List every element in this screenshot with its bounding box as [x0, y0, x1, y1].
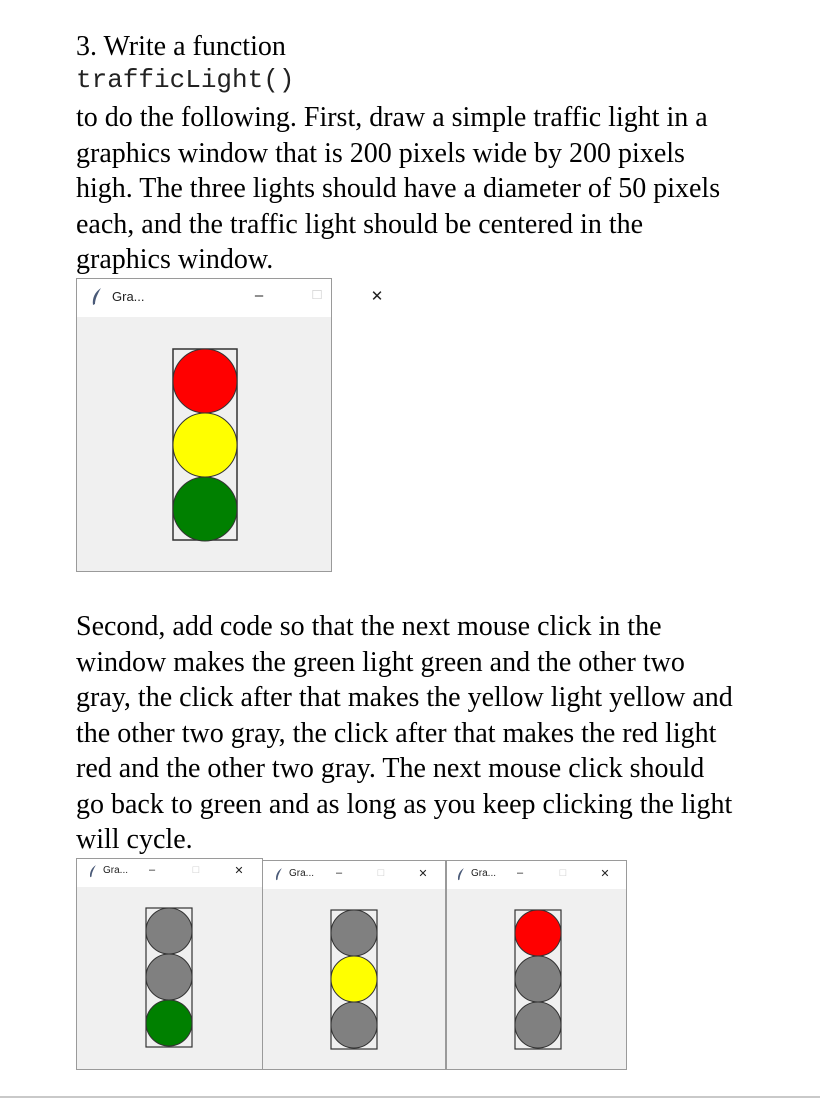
graphics-window-red-state[interactable] [446, 860, 627, 1070]
problem-line-3: high. The three lights should have a diameter of 50 pixels [76, 173, 721, 204]
yellow-light [146, 954, 192, 1000]
second-line-3: gray, the click after that makes the yellow light yellow and [76, 682, 733, 713]
yellow-light [331, 956, 377, 1002]
close-button[interactable]: ✕ [600, 868, 610, 880]
problem-line-4: each, and the traffic light should be centered in the [76, 209, 644, 240]
function-name: trafficLight() [76, 65, 295, 95]
minimize-button[interactable]: – [335, 867, 343, 879]
minimize-button[interactable]: – [254, 287, 264, 304]
minimize-button[interactable]: – [148, 864, 156, 876]
graphics-window-yellow-state[interactable] [262, 860, 446, 1070]
window-title: Gra... [112, 289, 145, 304]
window-title: Gra... [471, 868, 497, 879]
feather-icon [274, 867, 284, 882]
second-line-6: go back to green and as long as you keep clicking the light [76, 789, 733, 820]
green-light [146, 1000, 192, 1046]
problem-line-5: graphics window. [76, 244, 274, 275]
second-line-2: window makes the green light green and the other two [76, 647, 685, 678]
maximize-button[interactable]: □ [312, 286, 322, 303]
window-titlebar[interactable] [447, 861, 626, 889]
problem-line-1: to do the following. First, draw a simple traffic light in a [76, 102, 708, 133]
graphics-window-green-state[interactable] [76, 858, 263, 1070]
close-button[interactable]: ✕ [418, 868, 428, 880]
window-title: Gra... [103, 865, 129, 876]
graphics-window-main[interactable] [76, 278, 384, 572]
second-line-7: will cycle. [76, 824, 193, 855]
traffic-light-canvas[interactable] [77, 887, 262, 1069]
page-bottom-divider [0, 1096, 820, 1098]
window-titlebar[interactable] [77, 279, 384, 317]
second-line-5: red and the other two gray. The next mouse click should [76, 753, 705, 784]
maximize-button[interactable]: □ [559, 867, 567, 879]
red-light [331, 910, 377, 956]
feather-icon [456, 867, 466, 882]
yellow-light [173, 413, 237, 477]
close-button[interactable]: ✕ [370, 288, 384, 305]
maximize-button[interactable]: □ [377, 867, 385, 879]
green-light [331, 1002, 377, 1048]
second-line-4: the other two gray, the click after that makes the red light [76, 718, 717, 749]
problem-heading: 3. Write a function [76, 31, 286, 62]
maximize-button[interactable]: □ [192, 864, 200, 876]
feather-icon [88, 864, 98, 879]
green-light [173, 477, 237, 541]
window-titlebar[interactable] [77, 859, 262, 887]
window-title: Gra... [289, 868, 315, 879]
traffic-light-canvas[interactable] [447, 889, 626, 1069]
red-light [146, 908, 192, 954]
traffic-light-canvas[interactable] [77, 317, 331, 571]
traffic-light-canvas[interactable] [263, 889, 445, 1069]
second-line-1: Second, add code so that the next mouse click in the [76, 611, 662, 642]
red-light [515, 910, 561, 956]
minimize-button[interactable]: – [516, 867, 524, 879]
yellow-light [515, 956, 561, 1002]
red-light [173, 349, 237, 413]
window-titlebar[interactable] [263, 861, 445, 889]
problem-line-2: graphics window that is 200 pixels wide by 200 pixels [76, 138, 685, 169]
feather-icon [90, 287, 104, 307]
green-light [515, 1002, 561, 1048]
close-button[interactable]: ✕ [234, 865, 244, 877]
